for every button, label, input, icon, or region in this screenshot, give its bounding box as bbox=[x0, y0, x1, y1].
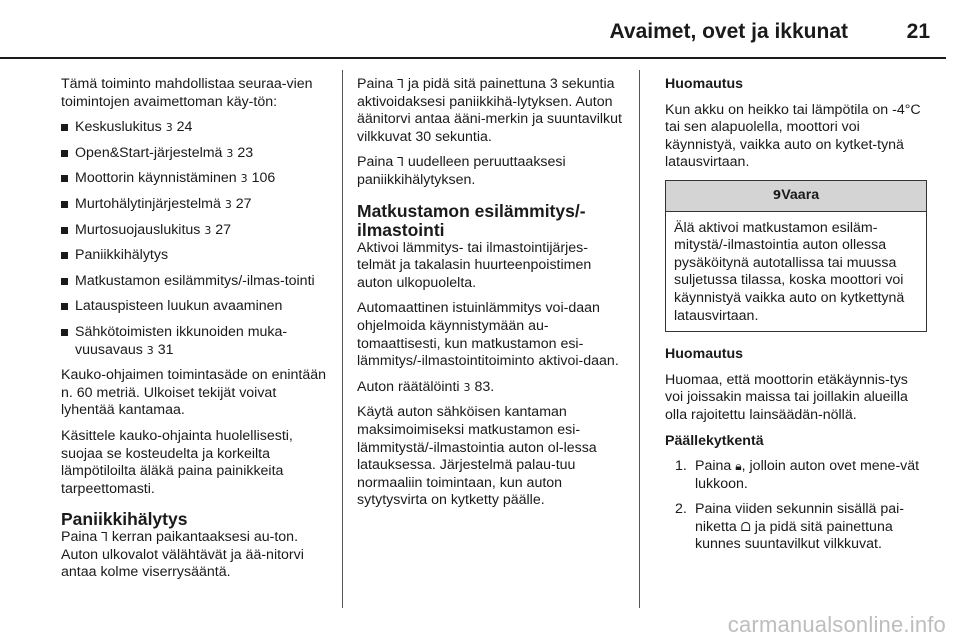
remote-start-icon: ᗝ bbox=[740, 519, 751, 534]
bullet-square-icon bbox=[61, 227, 68, 234]
panic-button-icon: Ꞁ bbox=[101, 530, 108, 545]
list-item: Murtohälytinjärjestelmä 3 27 bbox=[61, 196, 333, 214]
page-ref-link[interactable]: 83. bbox=[474, 378, 495, 395]
page-header bbox=[0, 0, 960, 58]
note-title: Huomautus bbox=[665, 76, 744, 92]
warning-text: Älä aktivoi matkustamon esiläm-mitystä/-ilmastointia auton ollessa pysäköitynä autotallissa tai muussa suljetussa tilassa, koska moottori voi käynnistyä vaikka auto on kytkettynä latausvirtaan. bbox=[674, 219, 905, 324]
page-title: Avaimet, ovet ja ikkunat bbox=[609, 20, 848, 43]
header-divider bbox=[0, 57, 946, 59]
page-ref-link[interactable]: 23 bbox=[237, 144, 254, 161]
bullet-square-icon bbox=[61, 124, 68, 131]
list-item: Keskuslukitus 3 24 bbox=[61, 119, 333, 137]
range-paragraph: Kauko-ohjaimen toimintasäde on enintään n. 60 metriä. Ulkoiset tekijät voivat lyhentää kantamaa. bbox=[61, 367, 327, 419]
list-item: Open&Start-järjestelmä 3 23 bbox=[61, 145, 333, 163]
bullet-square-icon bbox=[61, 252, 68, 259]
column-2 bbox=[357, 76, 625, 518]
seat-heating-paragraph: Automaattinen istuinlämmitys voi-daan ohjelmoida käynnistymään au-tomaattisesti, kun matkustamon esi-lämmitys/-ilmastointitoiminto aktivoi-daan. bbox=[357, 300, 619, 370]
list-item: Murtosuojauslukitus 3 27 bbox=[61, 222, 333, 240]
page-number: 21 bbox=[906, 20, 930, 43]
list-item: Matkustamon esilämmitys/-ilmas-tointi bbox=[61, 273, 333, 291]
lock-icon: 🔒︎ bbox=[735, 459, 742, 474]
column-1 bbox=[61, 76, 333, 590]
page-ref-icon: 3 bbox=[226, 146, 234, 160]
bullet-square-icon bbox=[61, 150, 68, 157]
warning-title: Vaara bbox=[781, 186, 820, 203]
note-text: Huomaa, että moottorin etäkäynnis-tys voi joissakin maissa tai joillakin alueilla olla rajoitettu lainsäädän-nöllä. bbox=[665, 371, 908, 423]
warning-header bbox=[666, 181, 926, 212]
bullet-square-icon bbox=[61, 175, 68, 182]
column-3 bbox=[665, 76, 927, 562]
feature-list bbox=[61, 119, 333, 359]
page-ref-icon: 3 bbox=[224, 197, 232, 211]
page-ref-link[interactable]: 27 bbox=[235, 195, 252, 212]
list-item: Paniikkihälytys bbox=[61, 247, 333, 265]
panic-button-icon: Ꞁ bbox=[397, 155, 404, 170]
list-item: Sähkötoimisten ikkunoiden muka-vuusavaus 3 31 bbox=[61, 324, 333, 359]
warning-triangle-icon: 9 bbox=[772, 187, 782, 202]
bullet-square-icon bbox=[61, 201, 68, 208]
bullet-square-icon bbox=[61, 303, 68, 310]
care-paragraph: Käsittele kauko-ohjainta huolellisesti, suojaa se kosteudelta ja korkeilta lämpötiloilta äläkä paina painikkeita tarpeettomasti. bbox=[61, 427, 293, 497]
page-ref-link[interactable]: 106 bbox=[251, 170, 276, 187]
bullet-square-icon bbox=[61, 329, 68, 336]
page-ref-link[interactable]: 27 bbox=[215, 221, 232, 238]
list-item: 1. Paina 🔒︎, jolloin auton ovet mene-vät lukkoon. bbox=[675, 458, 920, 492]
personalization-paragraph: Auton räätälöinti 3 83. bbox=[357, 378, 495, 395]
panic-paragraph: Paina Ꞁ kerran paikantaaksesi au-ton. Auton ulkovalot välähtävät ja ää-nitorvi antaa kolme viserrysääntä. bbox=[61, 529, 304, 581]
page-ref-icon: 3 bbox=[240, 172, 248, 186]
watermark: carmanualsonline.info bbox=[727, 612, 946, 637]
page-ref-icon: 3 bbox=[463, 380, 471, 394]
panic-hold-paragraph: Paina Ꞁ ja pidä sitä painettuna 3 sekuntia aktivoidaksesi paniikkihä-lytyksen. Auton äänitorvi antaa ääni-merkin ja suuntavilkut vilkkuvat 30 sekuntia. bbox=[357, 76, 622, 145]
intro-paragraph: Tämä toiminto mahdollistaa seuraa-vien toimintojen avaimettoman käy-tön: bbox=[61, 76, 313, 110]
range-tip-paragraph: Käytä auton sähköisen kantaman maksimoimiseksi matkustamon esi-lämmitystä/-ilmastointia auton ol-lessa latauksessa. Järjestelmä palau-tuu normaaliin toimintaan, kun auton sytytysvirta on kytketty päälle. bbox=[357, 404, 597, 509]
note-title: Huomautus bbox=[665, 346, 744, 363]
section-heading-preconditioning: Matkustamon esilämmitys/-ilmastointi bbox=[357, 200, 586, 240]
section-heading-panic: Paniikkihälytys bbox=[61, 509, 188, 530]
list-item: 2. Paina viiden sekunnin sisällä pai-niketta ᗝ ja pidä sitä painettuna kunnes suuntavilkut vilkkuvat. bbox=[675, 501, 904, 553]
steps-list bbox=[665, 458, 927, 554]
subheading-activation: Päällekytkentä bbox=[665, 432, 764, 449]
preconditioning-paragraph: Aktivoi lämmitys- tai ilmastointijärjes-telmät ja takalasin huurteenpoistimen auton ulkopuolelta. bbox=[357, 239, 592, 291]
note-text: Kun akku on heikko tai lämpötila on -4°C tai sen alapuolella, moottori voi käynnistyä, vaikka auto on kytket-tynä latausvirtaan. bbox=[665, 101, 921, 171]
column-divider-1 bbox=[342, 70, 343, 608]
page-ref-icon: 3 bbox=[204, 223, 212, 237]
panic-button-icon: Ꞁ bbox=[397, 77, 404, 91]
page-ref-icon: 3 bbox=[146, 343, 154, 357]
column-divider-2 bbox=[639, 70, 640, 608]
page-ref-icon: 3 bbox=[165, 121, 173, 135]
bullet-square-icon bbox=[61, 278, 68, 285]
list-item: Moottorin käynnistäminen 3 106 bbox=[61, 170, 333, 188]
page-ref-link[interactable]: 24 bbox=[176, 119, 193, 136]
list-item: Latauspisteen luukun avaaminen bbox=[61, 298, 333, 316]
panic-cancel-paragraph: Paina Ꞁ uudelleen peruuttaaksesi paniikkihälytyksen. bbox=[357, 154, 566, 188]
page-ref-link[interactable]: 31 bbox=[157, 341, 174, 358]
warning-box bbox=[665, 180, 927, 332]
